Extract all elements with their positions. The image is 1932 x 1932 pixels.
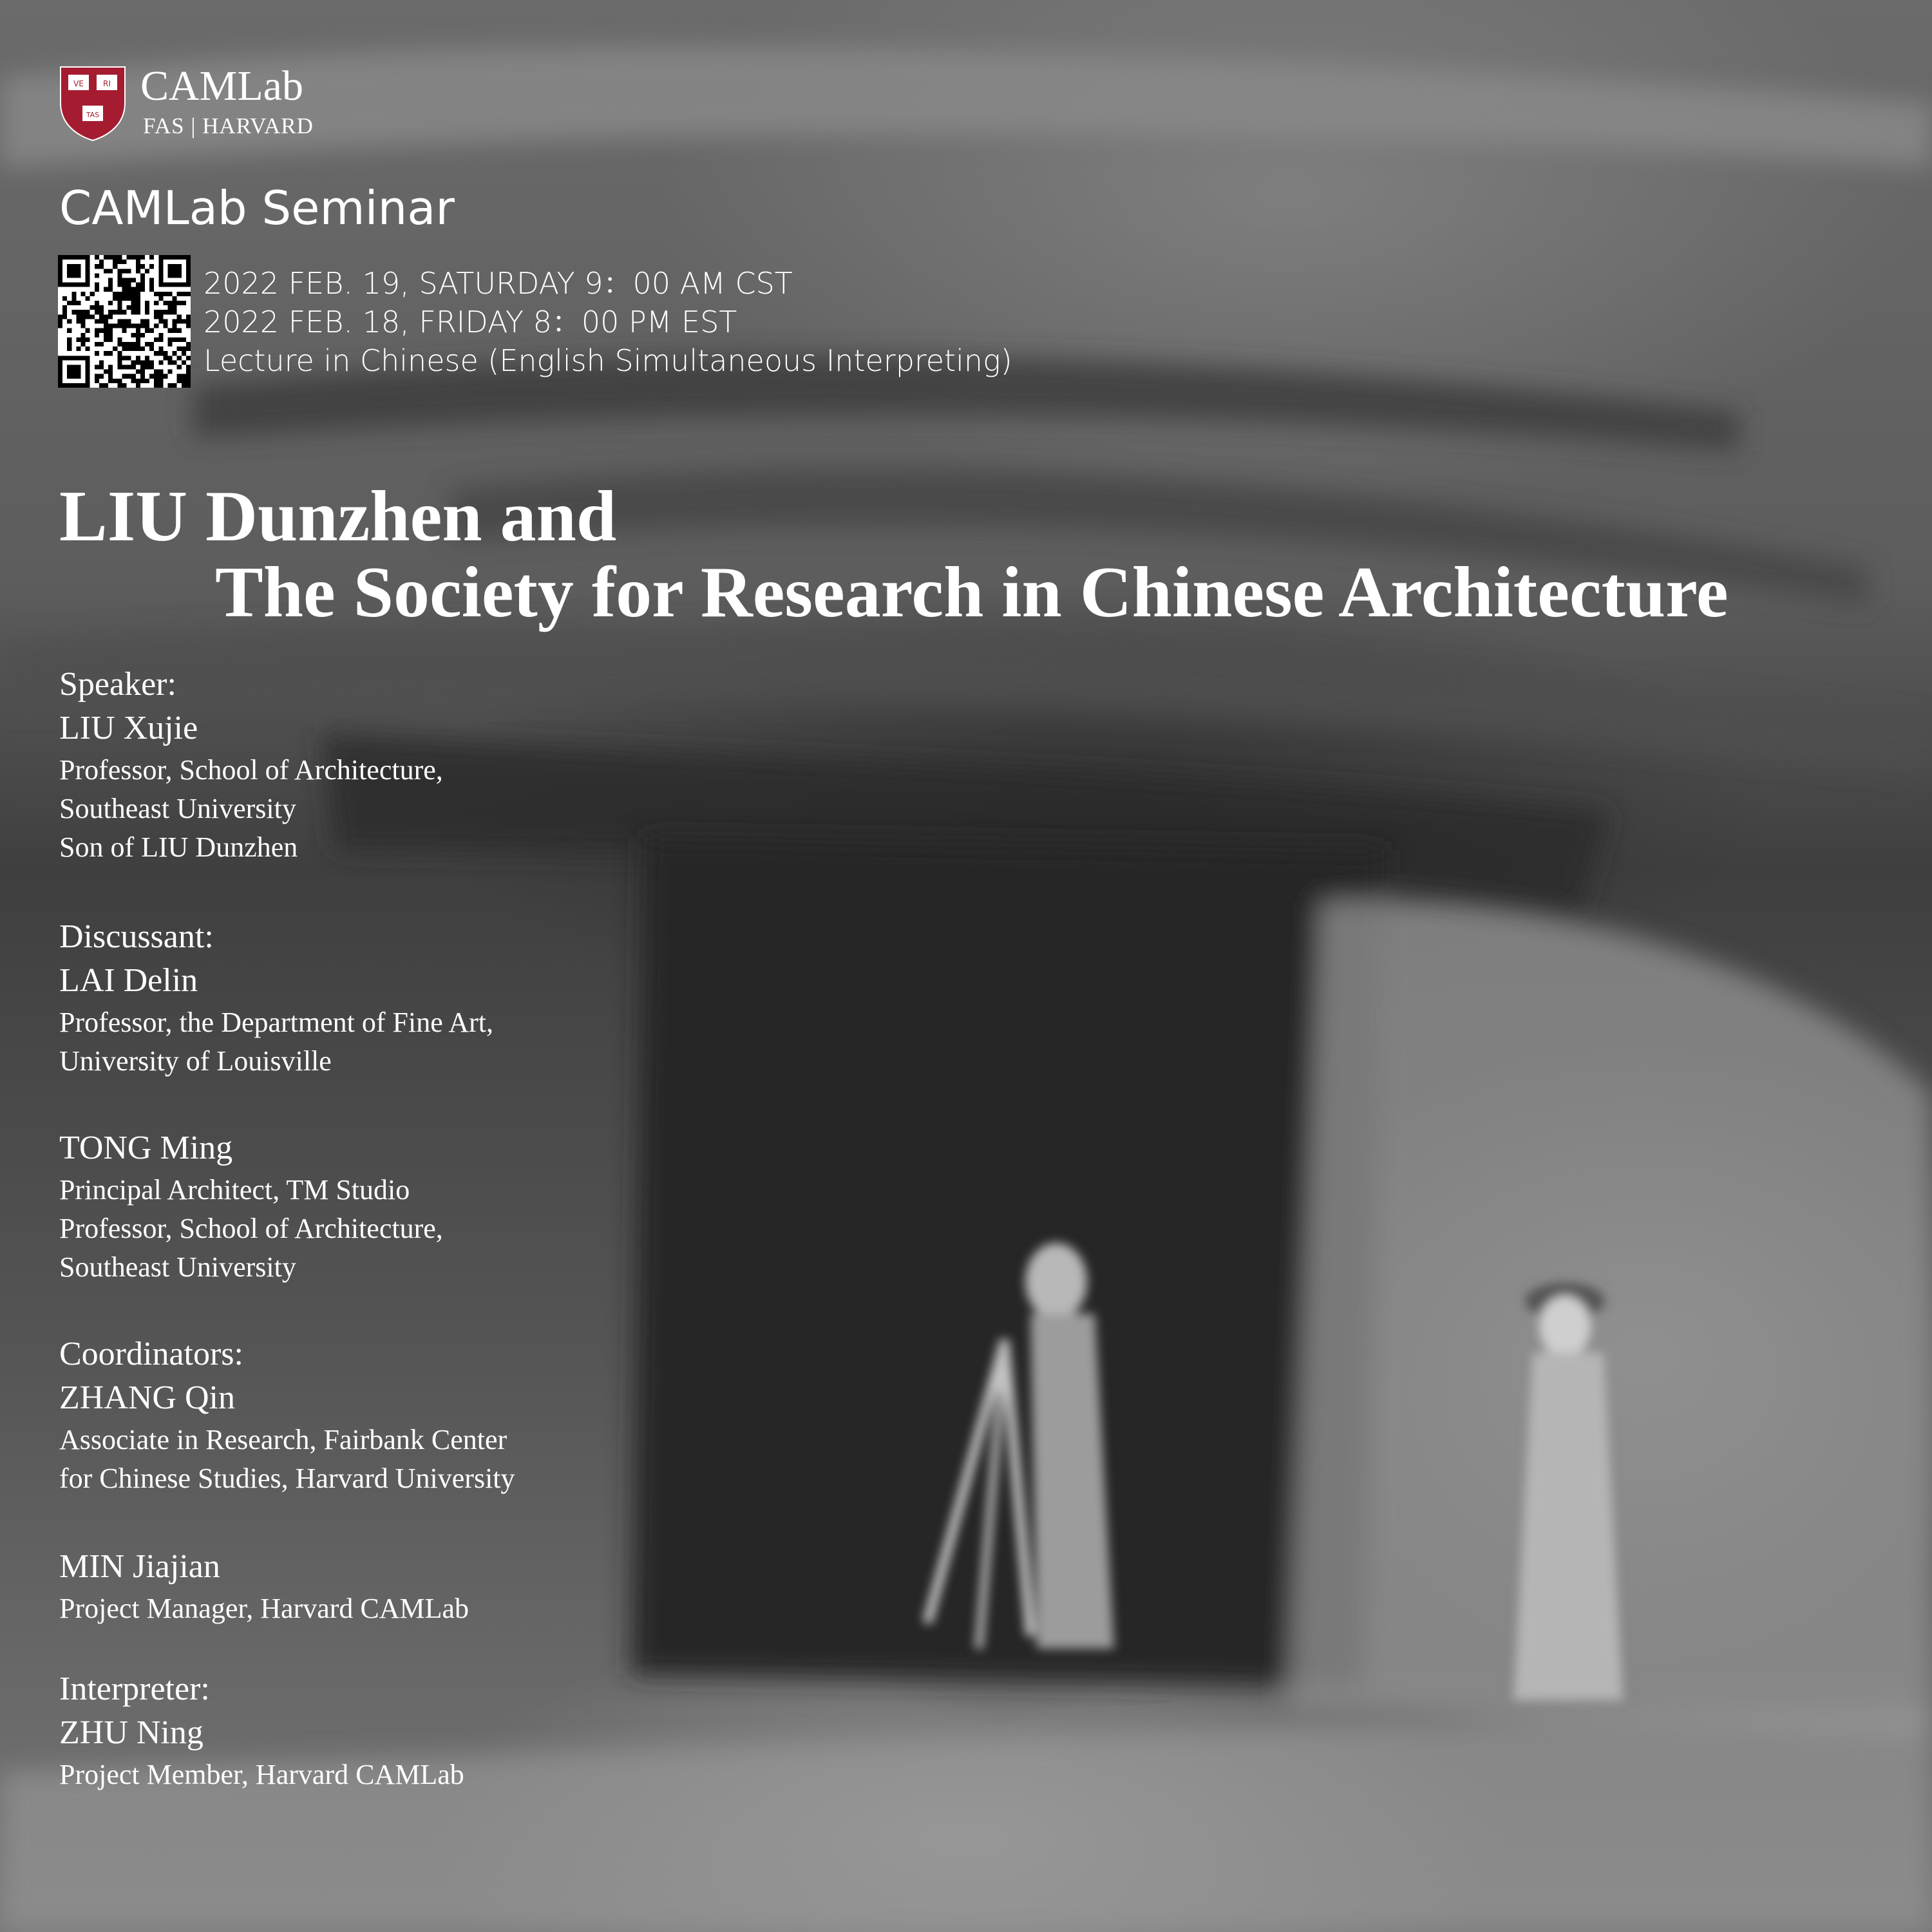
- speaker-section: [59, 663, 443, 867]
- coordinator-name: ZHANG Qin: [59, 1379, 235, 1416]
- interpreter-role: Interpreter:: [59, 1671, 210, 1707]
- speaker-affiliation: Southeast University: [59, 793, 296, 824]
- event-info: [204, 264, 1012, 380]
- coordinator-2-section: [59, 1544, 469, 1628]
- interpreter-affiliation: Project Member, Harvard CAMLab: [59, 1759, 464, 1790]
- page-title-line-1: LIU Dunzhen and: [59, 477, 617, 556]
- logo-text: TAS: [86, 111, 100, 119]
- brand-name: CAMLab: [140, 62, 303, 109]
- speaker-affiliation: Son of LIU Dunzhen: [59, 831, 298, 863]
- harvard-shield-icon: [59, 66, 126, 142]
- discussant-affiliation: Principal Architect, TM Studio: [59, 1174, 410, 1206]
- speaker-name: LIU Xujie: [59, 710, 198, 746]
- discussant-affiliation: Professor, School of Architecture,: [59, 1213, 443, 1244]
- logo-text: VE: [73, 79, 84, 88]
- page-title-line-2: The Society for Research in Chinese Architecture: [215, 553, 1728, 632]
- coordinator-name: MIN Jiajian: [59, 1548, 220, 1585]
- qr-code-icon: [58, 255, 191, 388]
- coordinator-section: [59, 1333, 515, 1498]
- speaker-role: Speaker:: [59, 666, 176, 703]
- discussant-name: TONG Ming: [59, 1130, 233, 1166]
- discussant-affiliation: Professor, the Department of Fine Art,: [59, 1007, 493, 1038]
- interpreter-name: ZHU Ning: [59, 1714, 204, 1751]
- discussant-2-section: [59, 1126, 443, 1287]
- discussant-affiliation: University of Louisville: [59, 1045, 332, 1077]
- coordinator-affiliation: for Chinese Studies, Harvard University: [59, 1463, 515, 1494]
- coordinator-affiliation: Project Manager, Harvard CAMLab: [59, 1593, 469, 1624]
- coordinator-affiliation: Associate in Research, Fairbank Center: [59, 1424, 507, 1455]
- discussant-affiliation: Southeast University: [59, 1251, 296, 1283]
- date-cst: 2022 FEB. 19, SATURDAY 9：00 AM CST: [204, 266, 793, 301]
- discussant-role: Discussant:: [59, 918, 214, 955]
- brand-subtitle: FAS | HARVARD: [143, 113, 314, 138]
- logo-text: RI: [103, 79, 111, 88]
- date-est: 2022 FEB. 18, FRIDAY 8：00 PM EST: [204, 305, 737, 339]
- discussant-name: LAI Delin: [59, 962, 198, 999]
- coordinator-role: Coordinators:: [59, 1336, 243, 1372]
- interpreter-section: [59, 1668, 464, 1794]
- speaker-affiliation: Professor, School of Architecture,: [59, 754, 443, 786]
- lecture-language: Lecture in Chinese (English Simultaneous Interpreting): [204, 343, 1012, 378]
- seminar-label: CAMLab Seminar: [59, 181, 455, 235]
- discussant-section: [59, 916, 493, 1081]
